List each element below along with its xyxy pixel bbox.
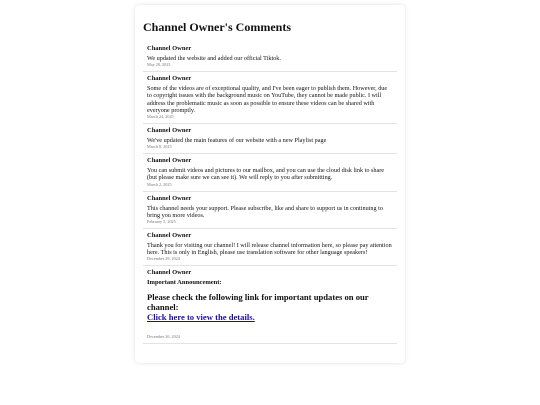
comment-author: Channel Owner <box>147 232 192 240</box>
comment-item <box>143 124 397 154</box>
comment-date: March 24, 2025 <box>147 114 174 120</box>
comment-item <box>143 229 397 266</box>
comments-card <box>135 5 405 363</box>
comment-text: You can submit videos and pictures to our mailbox, and you can use the cloud disk link to share (but please make sure we can see it). We will reply to you after submitting. <box>147 167 385 182</box>
comment-date: March 8, 2025 <box>147 144 172 150</box>
comment-text: We updated the website and added our official Tiktok. <box>147 55 281 62</box>
comment-date: December 29, 2024 <box>147 256 180 262</box>
comment-author: Channel Owner <box>147 127 192 135</box>
comment-author: Channel Owner <box>147 194 192 202</box>
comment-text: This channel needs your support. Please subscribe, like and share to support us in continuing to bring you more videos. <box>147 204 383 219</box>
announcement-heading: Important Announcement: <box>147 279 222 287</box>
comment-author: Channel Owner <box>147 157 192 165</box>
announcement-author: Channel Owner <box>147 269 192 277</box>
comment-date: March 2, 2025 <box>147 181 172 187</box>
comment-author: Channel Owner <box>147 75 192 83</box>
announcement-date: December 26, 2024 <box>147 334 180 340</box>
comment-item <box>143 154 397 191</box>
comment-text: Thank you for visiting our channel! I will release channel information here, so please pay attention here. This is only in English, please use translation software for other language speakers! <box>147 242 392 257</box>
comment-item <box>143 42 397 72</box>
comment-text: We've updated the main features of our website with a new Playlist page <box>147 137 327 145</box>
comment-item <box>143 192 397 229</box>
announcement-details-link[interactable]: Click here to view the details. <box>147 312 255 323</box>
page-title: Channel Owner's Comments <box>143 20 292 34</box>
announcement-body: Please check the following link for important updates on our channel: <box>147 292 369 313</box>
comment-author: Channel Owner <box>147 45 192 52</box>
comment-item <box>143 72 397 124</box>
comment-date: May 28, 2025 <box>147 62 171 68</box>
comment-date: February 5, 2025 <box>147 219 176 225</box>
comment-text: Some of the videos are of exceptional quality, and I've been eager to publish them. However, due to copyright issues with the background music on YouTube, they cannot be made public. I will address the problematic music as soon as possible to ensure these videos can be shared with everyone promptly. <box>147 85 388 114</box>
announcement-item <box>143 266 397 344</box>
